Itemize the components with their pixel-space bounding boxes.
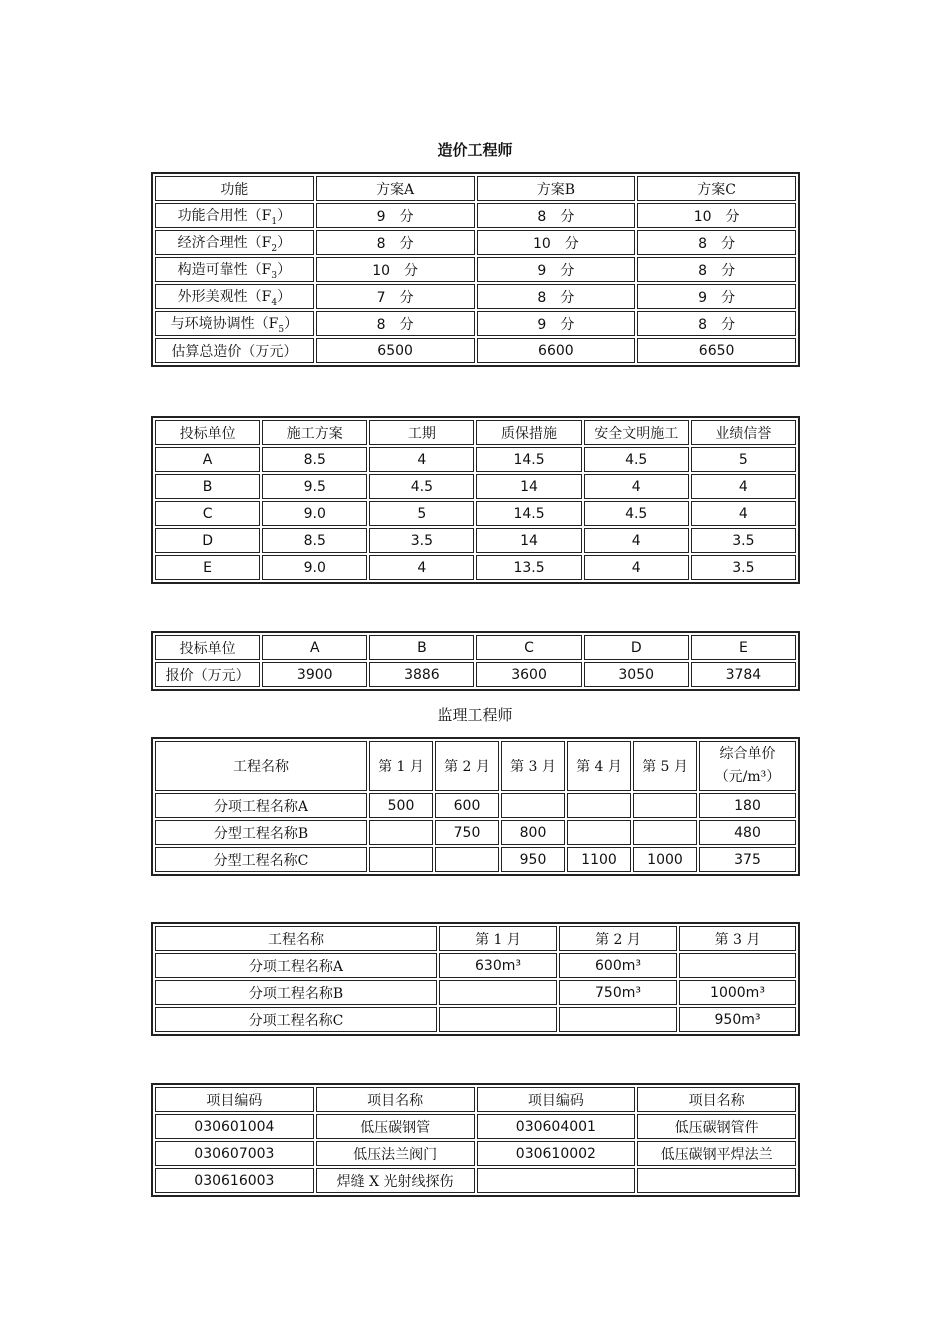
table-header-row (155, 926, 796, 951)
table-row (155, 311, 796, 336)
price-cell: 3900 (262, 662, 367, 687)
table-header-row (155, 420, 796, 445)
table-cell (435, 847, 499, 872)
score-cell: 8 分 (637, 230, 796, 255)
function-name: 外形美观性（F (177, 288, 272, 305)
item-name-cell: 低压碳钢管件 (637, 1114, 796, 1139)
table-row (155, 284, 796, 309)
table-cell: 4 (691, 474, 796, 499)
table-cell: 分型工程名称B (155, 820, 367, 845)
score-cell: 9 分 (316, 203, 475, 228)
table-cell (679, 953, 796, 978)
function-name: 与环境协调性（F (170, 315, 279, 332)
table-header-row (155, 176, 796, 201)
item-code-table (151, 1083, 800, 1197)
function-paren: ） (277, 234, 292, 251)
section-title-cost-engineer: 造价工程师 (437, 141, 513, 159)
header-cell: 第 1 月 (369, 741, 433, 791)
item-code-cell: 030616003 (155, 1168, 314, 1193)
table-row (155, 793, 796, 818)
header-cell: 功能 (155, 176, 314, 201)
function-paren: ） (284, 315, 299, 332)
function-name: 功能合用性（F (177, 207, 272, 224)
header-cell: B (369, 635, 474, 660)
table-cell: 3.5 (691, 555, 796, 580)
score-cell: 8 分 (637, 257, 796, 282)
table-cell: 9.0 (262, 555, 367, 580)
header-cell: 方案C (637, 176, 796, 201)
table-cell: 4 (369, 447, 474, 472)
table-cell: 1000m³ (679, 980, 796, 1005)
table-cell: 180 (699, 793, 796, 818)
header-cell: 安全文明施工 (584, 420, 689, 445)
table-cell: 4 (369, 555, 474, 580)
table-row (155, 1168, 796, 1193)
table-cell (633, 793, 697, 818)
header-cell: 第 1 月 (439, 926, 557, 951)
monthly-volume-table (151, 922, 800, 1036)
table-cell: 1100 (567, 847, 631, 872)
item-name-cell: 低压法兰阀门 (316, 1141, 475, 1166)
header-cell: 方案B (477, 176, 636, 201)
score-cell: 10 分 (316, 257, 475, 282)
table-cell (369, 847, 433, 872)
header-cell: 施工方案 (262, 420, 367, 445)
table-cell: 4.5 (584, 501, 689, 526)
item-name-cell: 低压碳钢管 (316, 1114, 475, 1139)
bid-price-table (151, 631, 800, 691)
table-row (155, 501, 796, 526)
table-cell (501, 793, 565, 818)
item-code-cell (477, 1168, 636, 1193)
total-cost-cell: 6500 (316, 338, 475, 363)
header-cell: C (476, 635, 581, 660)
price-cell: 3784 (691, 662, 796, 687)
score-cell: 8 分 (637, 311, 796, 336)
table-cell: 950 (501, 847, 565, 872)
price-cell: 3600 (476, 662, 581, 687)
price-cell: 3050 (584, 662, 689, 687)
table-cell: 9.5 (262, 474, 367, 499)
item-code-cell: 030604001 (477, 1114, 636, 1139)
table-cell: 630m³ (439, 953, 557, 978)
header-cell: 第 3 月 (501, 741, 565, 791)
table-row (155, 474, 796, 499)
table-cell: C (155, 501, 260, 526)
table-row (155, 1141, 796, 1166)
function-name: 经济合理性（F (177, 234, 272, 251)
table-cell: 4 (584, 555, 689, 580)
table-row (155, 257, 796, 282)
total-cost-cell: 6650 (637, 338, 796, 363)
monthly-quantity-table (151, 737, 800, 876)
table-cell: 分项工程名称A (155, 793, 367, 818)
table-row (155, 1007, 796, 1032)
table-row-total (155, 338, 796, 363)
item-code-cell: 030610002 (477, 1141, 636, 1166)
header-cell: 工程名称 (155, 926, 437, 951)
table-cell (567, 820, 631, 845)
section-title-supervision-engineer: 监理工程师 (437, 706, 513, 724)
table-row (155, 980, 796, 1005)
function-label (155, 311, 314, 336)
table-cell: 500 (369, 793, 433, 818)
table-cell: 950m³ (679, 1007, 796, 1032)
table-cell: 375 (699, 847, 796, 872)
function-label (155, 257, 314, 282)
table-cell: 分型工程名称C (155, 847, 367, 872)
function-paren: ） (277, 207, 292, 224)
table-cell: 600 (435, 793, 499, 818)
table-row (155, 953, 796, 978)
table-cell: 750 (435, 820, 499, 845)
unit-price-title: 综合单价 (719, 746, 776, 762)
table-cell: 3.5 (369, 528, 474, 553)
table-row (155, 447, 796, 472)
table-cell (559, 1007, 677, 1032)
table-cell: 5 (691, 447, 796, 472)
score-cell: 8 分 (316, 230, 475, 255)
header-cell: 投标单位 (155, 420, 260, 445)
table-cell: 分项工程名称A (155, 953, 437, 978)
function-index: 5 (278, 324, 285, 335)
header-cell: 第 2 月 (559, 926, 677, 951)
table-cell: 480 (699, 820, 796, 845)
total-cost-cell: 6600 (477, 338, 636, 363)
table-cell: 8.5 (262, 447, 367, 472)
score-cell: 10 分 (477, 230, 636, 255)
function-label (155, 284, 314, 309)
score-cell: 8 分 (316, 311, 475, 336)
function-index: 4 (271, 297, 278, 308)
table-cell: 分项工程名称C (155, 1007, 437, 1032)
score-cell: 9 分 (477, 257, 636, 282)
header-cell: A (262, 635, 367, 660)
item-code-cell: 030607003 (155, 1141, 314, 1166)
table-cell: 14.5 (476, 501, 581, 526)
table-header-row (155, 1087, 796, 1112)
table-cell (439, 1007, 557, 1032)
price-label: 报价（万元） (155, 662, 260, 687)
table-cell: 8.5 (262, 528, 367, 553)
function-index: 3 (271, 270, 278, 281)
table-cell: 9.0 (262, 501, 367, 526)
table-cell: 14 (476, 474, 581, 499)
header-cell: 质保措施 (476, 420, 581, 445)
function-paren: ） (277, 261, 292, 278)
table-cell: 1000 (633, 847, 697, 872)
score-cell: 9 分 (637, 284, 796, 309)
header-cell: E (691, 635, 796, 660)
table-cell: E (155, 555, 260, 580)
header-cell: 方案A (316, 176, 475, 201)
score-cell: 7 分 (316, 284, 475, 309)
header-cell: 项目名称 (637, 1087, 796, 1112)
total-cost-label: 估算总造价（万元） (155, 338, 314, 363)
item-name-cell (637, 1168, 796, 1193)
function-index: 2 (271, 243, 278, 254)
table-row (155, 1114, 796, 1139)
table-row (155, 662, 796, 687)
header-cell: 业绩信誉 (691, 420, 796, 445)
header-cell: 项目名称 (316, 1087, 475, 1112)
table-cell: 4 (584, 528, 689, 553)
item-code-cell: 030601004 (155, 1114, 314, 1139)
table-cell: 5 (369, 501, 474, 526)
score-cell: 8 分 (477, 284, 636, 309)
header-cell: 第 5 月 (633, 741, 697, 791)
score-cell: 8 分 (477, 203, 636, 228)
header-cell: 第 4 月 (567, 741, 631, 791)
table-cell: 800 (501, 820, 565, 845)
header-cell: 工期 (369, 420, 474, 445)
table-cell (567, 793, 631, 818)
scheme-function-table (151, 172, 800, 367)
item-name-cell: 焊缝 X 光射线探伤 (316, 1168, 475, 1193)
table-cell: 分项工程名称B (155, 980, 437, 1005)
table-row (155, 203, 796, 228)
table-cell: 750m³ (559, 980, 677, 1005)
header-cell: 项目编码 (155, 1087, 314, 1112)
item-name-cell: 低压碳钢平焊法兰 (637, 1141, 796, 1166)
table-cell: 3.5 (691, 528, 796, 553)
function-name: 构造可靠性（F (177, 261, 272, 278)
table-row (155, 820, 796, 845)
function-label (155, 203, 314, 228)
table-cell: B (155, 474, 260, 499)
table-header-row (155, 741, 796, 791)
table-cell: A (155, 447, 260, 472)
function-paren: ） (277, 288, 292, 305)
table-cell: 4 (584, 474, 689, 499)
table-row (155, 528, 796, 553)
header-cell: 第 2 月 (435, 741, 499, 791)
table-cell: 4.5 (369, 474, 474, 499)
table-row (155, 847, 796, 872)
table-header-row (155, 635, 796, 660)
price-cell: 3886 (369, 662, 474, 687)
unit-price-unit: （元/m³） (714, 769, 781, 785)
table-cell (369, 820, 433, 845)
header-cell: 工程名称 (155, 741, 367, 791)
function-index: 1 (271, 216, 278, 227)
table-cell (633, 820, 697, 845)
bidder-score-table (151, 416, 800, 584)
table-cell: 600m³ (559, 953, 677, 978)
table-cell: 4 (691, 501, 796, 526)
unit-price-header (699, 741, 796, 791)
table-cell: 14 (476, 528, 581, 553)
header-cell: 项目编码 (477, 1087, 636, 1112)
header-cell: 投标单位 (155, 635, 260, 660)
table-row (155, 230, 796, 255)
table-cell (439, 980, 557, 1005)
table-cell: 4.5 (584, 447, 689, 472)
table-cell: 14.5 (476, 447, 581, 472)
table-row (155, 555, 796, 580)
score-cell: 9 分 (477, 311, 636, 336)
table-cell: 13.5 (476, 555, 581, 580)
header-cell: D (584, 635, 689, 660)
table-cell: D (155, 528, 260, 553)
score-cell: 10 分 (637, 203, 796, 228)
header-cell: 第 3 月 (679, 926, 796, 951)
function-label (155, 230, 314, 255)
